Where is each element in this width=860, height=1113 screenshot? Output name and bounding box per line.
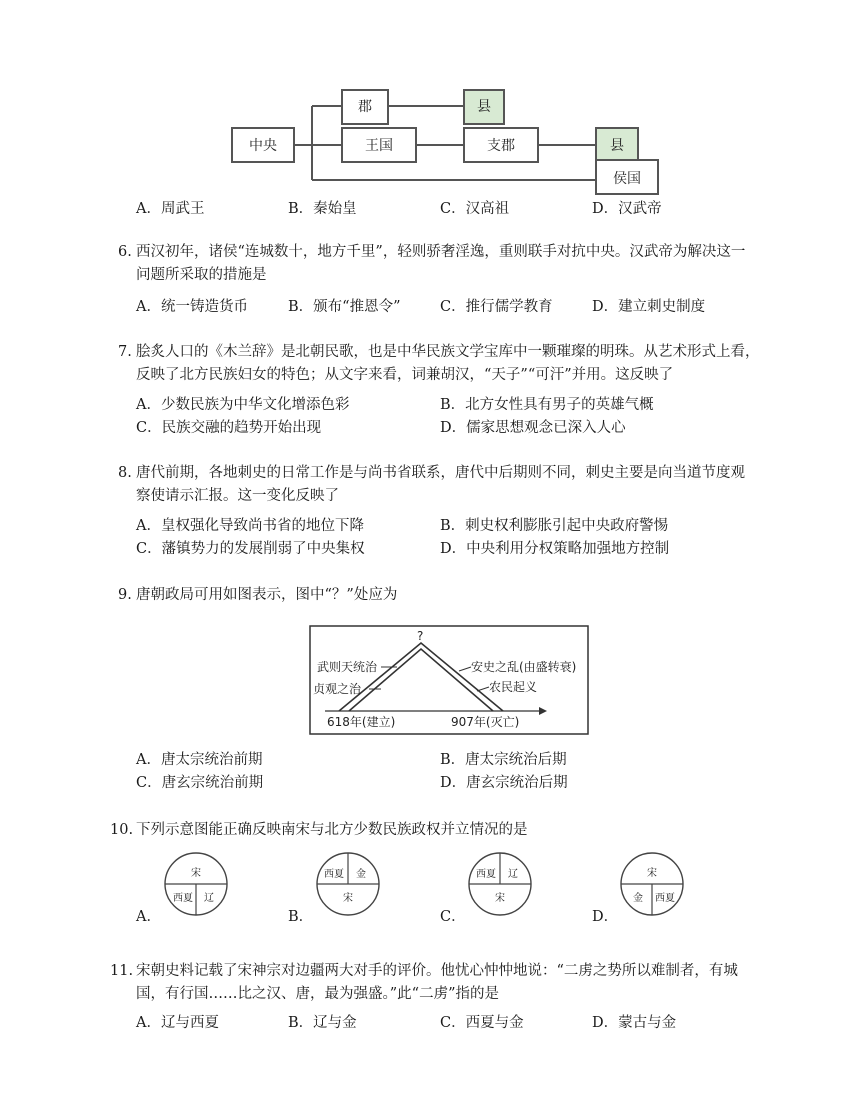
- question-9: [118, 584, 768, 607]
- region-jin: 金: [633, 893, 643, 904]
- question-number: 10.: [110, 822, 134, 838]
- region-xixia: 西夏: [655, 893, 675, 904]
- node-xian-1: 县: [477, 99, 491, 115]
- q9-option-c[interactable]: C．唐玄宗统治前期: [136, 775, 264, 791]
- node-jun: 郡: [358, 99, 372, 115]
- q6-option-b[interactable]: B．颁布“推恩令”: [288, 299, 401, 315]
- question-7: [118, 341, 768, 387]
- label-anshi: 安史之乱(由盛转衰): [471, 660, 577, 674]
- node-central: 中央: [249, 138, 277, 154]
- q11-option-c[interactable]: C．西夏与金: [440, 1015, 524, 1031]
- q9-option-a[interactable]: A．唐太宗统治前期: [136, 752, 263, 768]
- question-text-line-2: 国，有行国……比之汉、唐，最为强盛。”此“二虏”指的是: [136, 986, 499, 1002]
- q6-option-d[interactable]: D．建立刺史制度: [592, 299, 706, 315]
- figure-peak-mark: ?: [417, 629, 424, 643]
- node-houguo: 侯国: [613, 171, 641, 187]
- q9-option-b[interactable]: B．唐太宗统治后期: [440, 752, 567, 768]
- q5-option-b[interactable]: B．秦始皇: [288, 201, 357, 217]
- q7-option-d[interactable]: D．儒家思想观念已深入人心: [440, 420, 626, 436]
- q11-option-a[interactable]: A．辽与西夏: [136, 1015, 219, 1031]
- q6-option-c[interactable]: C．推行儒学教育: [440, 299, 553, 315]
- q6-option-a[interactable]: A．统一铸造货币: [136, 299, 248, 315]
- question-text-line-2: 问题所采取的措施是: [136, 267, 267, 283]
- q10-option-a-letter[interactable]: A．: [136, 909, 161, 925]
- question-text-line-2: 反映了北方民族妇女的特色；从文字来看，词兼胡汉，“天子”“可汗”并用。这反映了: [136, 367, 674, 383]
- q10-option-b-letter[interactable]: B．: [288, 909, 314, 925]
- q8-option-d[interactable]: D．中央利用分权策略加强地方控制: [440, 541, 670, 557]
- question-number: 9.: [118, 587, 132, 603]
- region-xixia: 西夏: [324, 869, 344, 880]
- question-number: 6.: [118, 244, 132, 260]
- q8-option-a[interactable]: A．皇权强化导致尚书省的地位下降: [136, 518, 364, 534]
- region-song: 宋: [495, 893, 505, 904]
- region-xixia: 西夏: [173, 893, 193, 904]
- tang-politics-figure: [309, 625, 589, 735]
- q10-option-c-diagram[interactable]: [467, 851, 533, 917]
- node-xian-2: 县: [610, 138, 624, 154]
- q11-option-d[interactable]: D．蒙古与金: [592, 1015, 677, 1031]
- q7-option-c[interactable]: C．民族交融的趋势开始出现: [136, 420, 322, 436]
- q8-option-c[interactable]: C．藩镇势力的发展削弱了中央集权: [136, 541, 365, 557]
- region-xixia: 西夏: [476, 869, 496, 880]
- region-liao: 辽: [204, 893, 214, 904]
- region-song: 宋: [191, 868, 201, 879]
- q7-option-b[interactable]: B．北方女性具有男子的英雄气概: [440, 397, 654, 413]
- label-end-year: 907年(灭亡): [451, 715, 520, 729]
- question-number: 8.: [118, 465, 132, 481]
- q10-option-d-letter[interactable]: D．: [592, 909, 619, 925]
- q5-option-c[interactable]: C．汉高祖: [440, 201, 510, 217]
- q8-option-b[interactable]: B．刺史权利膨胀引起中央政府警惕: [440, 518, 669, 534]
- label-zhenguan: 贞观之治: [313, 682, 362, 696]
- q9-option-d[interactable]: D．唐玄宗统治后期: [440, 775, 568, 791]
- node-zhijun: 支郡: [487, 138, 515, 154]
- question-text-line-1: 唐朝政局可用如图表示，图中“？”处应为: [136, 587, 398, 603]
- region-song: 宋: [343, 893, 353, 904]
- region-song: 宋: [647, 868, 657, 879]
- question-text-line-2: 察使请示汇报。这一变化反映了: [136, 488, 339, 504]
- q7-option-a[interactable]: A．少数民族为中华文化增添色彩: [136, 397, 350, 413]
- q11-option-b[interactable]: B．辽与金: [288, 1015, 357, 1031]
- region-liao: 辽: [508, 869, 518, 880]
- q10-option-a-diagram[interactable]: [163, 851, 229, 917]
- q5-option-d[interactable]: D．汉武帝: [592, 201, 662, 217]
- q5-option-a[interactable]: A．周武王: [136, 201, 205, 217]
- question-text-line-1: 唐代前期，各地刺史的日常工作是与尚书省联系，唐代中后期则不同，刺史主要是向当道节度观: [136, 465, 745, 481]
- question-6: [118, 241, 768, 287]
- label-start-year: 618年(建立): [327, 715, 396, 729]
- question-text-line-1: 宋朝史料记载了宋神宗对边疆两大对手的评价。他忧心忡忡地说：“二虏之势所以难制者，有城: [136, 963, 738, 979]
- label-wuzetian: 武则天统治: [317, 660, 378, 674]
- region-jin: 金: [356, 869, 366, 880]
- question-number: 11.: [110, 963, 134, 979]
- question-11: [110, 960, 768, 1006]
- question-text-line-1: 西汉初年，诸侯“连城数十，地方千里”，轻则骄奢淫逸，重则联手对抗中央。汉武帝为解决这一: [136, 244, 746, 260]
- question-number: 7.: [118, 344, 132, 360]
- question-text-line-1: 脍炙人口的《木兰辞》是北朝民歌，也是中华民族文学宝库中一颗璀璨的明珠。从艺术形式上看，: [136, 344, 760, 360]
- label-nongmin: 农民起义: [489, 680, 538, 694]
- question-text-line-1: 下列示意图能正确反映南宋与北方少数民族政权并立情况的是: [136, 822, 528, 838]
- q10-option-b-diagram[interactable]: [315, 851, 381, 917]
- question-8: [118, 462, 768, 508]
- q10-option-c-letter[interactable]: C．: [440, 909, 466, 925]
- node-wangguo: 王国: [365, 138, 393, 154]
- admin-structure-diagram: [224, 80, 670, 198]
- question-10: [110, 819, 768, 842]
- q10-option-d-diagram[interactable]: [619, 851, 685, 917]
